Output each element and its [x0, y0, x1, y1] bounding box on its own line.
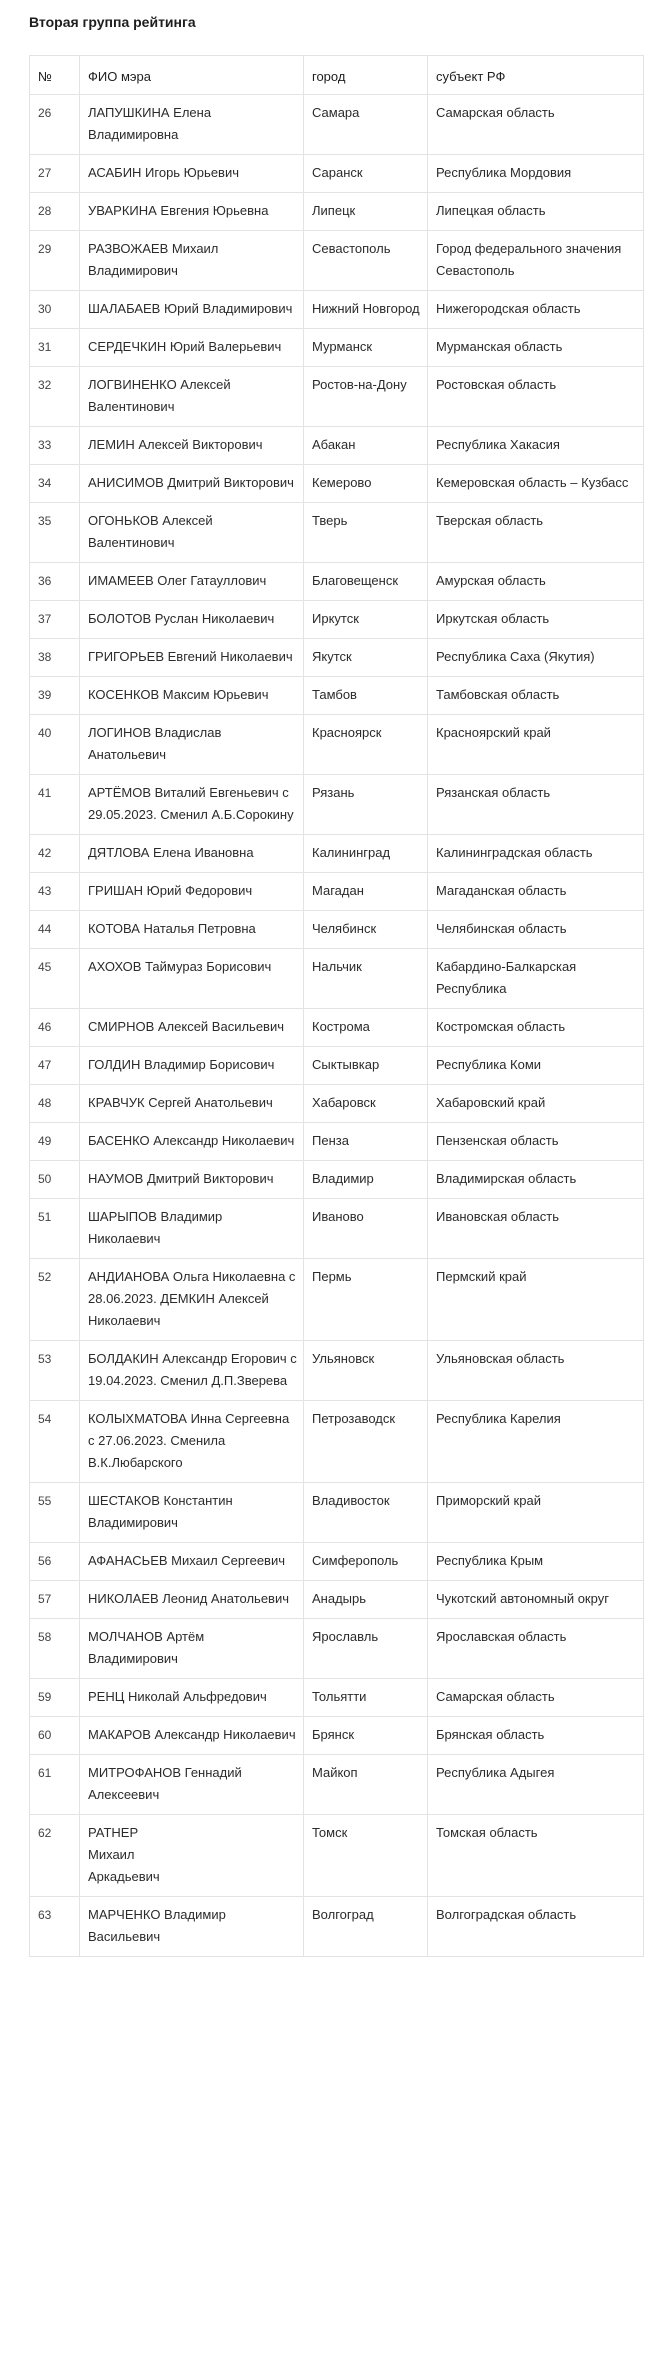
table-row — [30, 291, 644, 329]
row-number: 42 — [30, 835, 80, 873]
table-row — [30, 465, 644, 503]
region-name: Самарская область — [428, 95, 644, 155]
row-number: 51 — [30, 1199, 80, 1259]
region-name: Ивановская область — [428, 1199, 644, 1259]
city-name: Симферополь — [304, 1543, 428, 1581]
mayor-name: ЛЕМИН Алексей Викторович — [80, 427, 304, 465]
region-name: Брянская область — [428, 1717, 644, 1755]
city-name: Красноярск — [304, 715, 428, 775]
mayor-name: АРТЁМОВ Виталий Евгеньевич с 29.05.2023. Сменил А.Б.Сорокину — [80, 775, 304, 835]
table-row — [30, 949, 644, 1009]
table-row — [30, 1085, 644, 1123]
row-number: 38 — [30, 639, 80, 677]
region-name: Рязанская область — [428, 775, 644, 835]
row-number: 48 — [30, 1085, 80, 1123]
mayor-name: АСАБИН Игорь Юрьевич — [80, 155, 304, 193]
table-row — [30, 1199, 644, 1259]
row-number: 29 — [30, 231, 80, 291]
city-name: Ульяновск — [304, 1341, 428, 1401]
mayors-rating-table — [29, 55, 644, 1957]
row-number: 33 — [30, 427, 80, 465]
city-name: Владимир — [304, 1161, 428, 1199]
mayor-name: БАСЕНКО Александр Николаевич — [80, 1123, 304, 1161]
column-header-number: № — [30, 56, 80, 95]
region-name: Республика Саха (Якутия) — [428, 639, 644, 677]
row-number: 31 — [30, 329, 80, 367]
column-header-mayor-name: ФИО мэра — [80, 56, 304, 95]
region-name: Тамбовская область — [428, 677, 644, 715]
city-name: Абакан — [304, 427, 428, 465]
city-name: Владивосток — [304, 1483, 428, 1543]
row-number: 35 — [30, 503, 80, 563]
row-number: 41 — [30, 775, 80, 835]
city-name: Нальчик — [304, 949, 428, 1009]
mayor-name: АНИСИМОВ Дмитрий Викторович — [80, 465, 304, 503]
row-number: 34 — [30, 465, 80, 503]
column-header-subject: субъект РФ — [428, 56, 644, 95]
table-row — [30, 1543, 644, 1581]
mayor-name: ЛАПУШКИНА Елена Владимировна — [80, 95, 304, 155]
table-row — [30, 155, 644, 193]
row-number: 44 — [30, 911, 80, 949]
region-name: Иркутская область — [428, 601, 644, 639]
row-number: 49 — [30, 1123, 80, 1161]
city-name: Пенза — [304, 1123, 428, 1161]
region-name: Республика Коми — [428, 1047, 644, 1085]
row-number: 56 — [30, 1543, 80, 1581]
region-name: Республика Хакасия — [428, 427, 644, 465]
region-name: Пензенская область — [428, 1123, 644, 1161]
row-number: 50 — [30, 1161, 80, 1199]
mayor-name: УВАРКИНА Евгения Юрьевна — [80, 193, 304, 231]
city-name: Магадан — [304, 873, 428, 911]
city-name: Иркутск — [304, 601, 428, 639]
page-title: Вторая группа рейтинга — [29, 14, 196, 30]
column-header-city: город — [304, 56, 428, 95]
region-name: Ярославская область — [428, 1619, 644, 1679]
city-name: Волгоград — [304, 1897, 428, 1957]
mayor-name: РАЗВОЖАЕВ Михаил Владимирович — [80, 231, 304, 291]
row-number: 59 — [30, 1679, 80, 1717]
row-number: 37 — [30, 601, 80, 639]
city-name: Севастополь — [304, 231, 428, 291]
row-number: 39 — [30, 677, 80, 715]
row-number: 53 — [30, 1341, 80, 1401]
mayor-name: ГРИШАН Юрий Федорович — [80, 873, 304, 911]
row-number: 57 — [30, 1581, 80, 1619]
row-number: 27 — [30, 155, 80, 193]
region-name: Мурманская область — [428, 329, 644, 367]
row-number: 61 — [30, 1755, 80, 1815]
region-name: Амурская область — [428, 563, 644, 601]
row-number: 46 — [30, 1009, 80, 1047]
row-number: 36 — [30, 563, 80, 601]
region-name: Томская область — [428, 1815, 644, 1897]
mayor-name: РАТНЕР Михаил Аркадьевич — [80, 1815, 304, 1897]
city-name: Липецк — [304, 193, 428, 231]
mayor-name: КОЛЫХМАТОВА Инна Сергеевна с 27.06.2023. Сменила В.К.Любарского — [80, 1401, 304, 1483]
table-row — [30, 1341, 644, 1401]
table-header-row — [30, 56, 644, 95]
mayor-name: МОЛЧАНОВ Артём Владимирович — [80, 1619, 304, 1679]
row-number: 32 — [30, 367, 80, 427]
table-row — [30, 1897, 644, 1957]
region-name: Кемеровская область – Кузбасс — [428, 465, 644, 503]
table-row — [30, 95, 644, 155]
mayor-name: ШАРЫПОВ Владимир Николаевич — [80, 1199, 304, 1259]
row-number: 54 — [30, 1401, 80, 1483]
table-row — [30, 1483, 644, 1543]
mayor-name: НИКОЛАЕВ Леонид Анатольевич — [80, 1581, 304, 1619]
mayor-name: АНДИАНОВА Ольга Николаевна с 28.06.2023. ДЕМКИН Алексей Николаевич — [80, 1259, 304, 1341]
table-row — [30, 1161, 644, 1199]
table-row — [30, 601, 644, 639]
city-name: Нижний Новгород — [304, 291, 428, 329]
region-name: Липецкая область — [428, 193, 644, 231]
mayor-name: КРАВЧУК Сергей Анатольевич — [80, 1085, 304, 1123]
region-name: Волгоградская область — [428, 1897, 644, 1957]
table-row — [30, 835, 644, 873]
table-row — [30, 873, 644, 911]
table-row — [30, 329, 644, 367]
city-name: Ярославль — [304, 1619, 428, 1679]
city-name: Тольятти — [304, 1679, 428, 1717]
region-name: Челябинская область — [428, 911, 644, 949]
table-row — [30, 563, 644, 601]
table-row — [30, 1717, 644, 1755]
mayor-name: МАКАРОВ Александр Николаевич — [80, 1717, 304, 1755]
table-row — [30, 1581, 644, 1619]
city-name: Анадырь — [304, 1581, 428, 1619]
mayor-name: ГРИГОРЬЕВ Евгений Николаевич — [80, 639, 304, 677]
table-row — [30, 427, 644, 465]
table-row — [30, 1619, 644, 1679]
city-name: Саранск — [304, 155, 428, 193]
city-name: Иваново — [304, 1199, 428, 1259]
row-number: 28 — [30, 193, 80, 231]
row-number: 26 — [30, 95, 80, 155]
region-name: Самарская область — [428, 1679, 644, 1717]
table-row — [30, 1755, 644, 1815]
region-name: Красноярский край — [428, 715, 644, 775]
row-number: 58 — [30, 1619, 80, 1679]
mayor-name: МИТРОФАНОВ Геннадий Алексеевич — [80, 1755, 304, 1815]
region-name: Костромская область — [428, 1009, 644, 1047]
mayor-name: ИМАМЕЕВ Олег Гатауллович — [80, 563, 304, 601]
mayor-name: ЛОГВИНЕНКО Алексей Валентинович — [80, 367, 304, 427]
city-name: Томск — [304, 1815, 428, 1897]
region-name: Тверская область — [428, 503, 644, 563]
row-number: 47 — [30, 1047, 80, 1085]
table-row — [30, 231, 644, 291]
city-name: Тверь — [304, 503, 428, 563]
table-row — [30, 1815, 644, 1897]
table-row — [30, 1679, 644, 1717]
city-name: Челябинск — [304, 911, 428, 949]
city-name: Брянск — [304, 1717, 428, 1755]
table-row — [30, 715, 644, 775]
table-row — [30, 1259, 644, 1341]
mayor-name: ОГОНЬКОВ Алексей Валентинович — [80, 503, 304, 563]
table-row — [30, 1401, 644, 1483]
mayor-name: ШЕСТАКОВ Константин Владимирович — [80, 1483, 304, 1543]
row-number: 63 — [30, 1897, 80, 1957]
city-name: Сыктывкар — [304, 1047, 428, 1085]
table-row — [30, 1123, 644, 1161]
mayor-name: СМИРНОВ Алексей Васильевич — [80, 1009, 304, 1047]
city-name: Петрозаводск — [304, 1401, 428, 1483]
table-row — [30, 639, 644, 677]
city-name: Пермь — [304, 1259, 428, 1341]
table-row — [30, 503, 644, 563]
region-name: Ульяновская область — [428, 1341, 644, 1401]
region-name: Кабардино-Балкарская Республика — [428, 949, 644, 1009]
mayor-name: РЕНЦ Николай Альфредович — [80, 1679, 304, 1717]
city-name: Самара — [304, 95, 428, 155]
mayor-name: КОТОВА Наталья Петровна — [80, 911, 304, 949]
row-number: 52 — [30, 1259, 80, 1341]
mayor-name: ДЯТЛОВА Елена Ивановна — [80, 835, 304, 873]
table-row — [30, 193, 644, 231]
city-name: Рязань — [304, 775, 428, 835]
region-name: Город федерального значения Севастополь — [428, 231, 644, 291]
region-name: Владимирская область — [428, 1161, 644, 1199]
city-name: Благовещенск — [304, 563, 428, 601]
mayor-name: ЛОГИНОВ Владислав Анатольевич — [80, 715, 304, 775]
mayor-name: АХОХОВ Таймураз Борисович — [80, 949, 304, 1009]
region-name: Пермский край — [428, 1259, 644, 1341]
mayor-name: БОЛОТОВ Руслан Николаевич — [80, 601, 304, 639]
table-row — [30, 1009, 644, 1047]
mayor-name: СЕРДЕЧКИН Юрий Валерьевич — [80, 329, 304, 367]
region-name: Республика Мордовия — [428, 155, 644, 193]
region-name: Чукотский автономный округ — [428, 1581, 644, 1619]
table-row — [30, 367, 644, 427]
row-number: 62 — [30, 1815, 80, 1897]
table-row — [30, 911, 644, 949]
city-name: Тамбов — [304, 677, 428, 715]
region-name: Ростовская область — [428, 367, 644, 427]
region-name: Калининградская область — [428, 835, 644, 873]
region-name: Хабаровский край — [428, 1085, 644, 1123]
mayor-name: АФАНАСЬЕВ Михаил Сергеевич — [80, 1543, 304, 1581]
row-number: 30 — [30, 291, 80, 329]
mayor-name: ГОЛДИН Владимир Борисович — [80, 1047, 304, 1085]
table-row — [30, 775, 644, 835]
city-name: Якутск — [304, 639, 428, 677]
city-name: Мурманск — [304, 329, 428, 367]
row-number: 60 — [30, 1717, 80, 1755]
city-name: Хабаровск — [304, 1085, 428, 1123]
city-name: Ростов-на-Дону — [304, 367, 428, 427]
table-row — [30, 677, 644, 715]
row-number: 45 — [30, 949, 80, 1009]
row-number: 40 — [30, 715, 80, 775]
region-name: Нижегородская область — [428, 291, 644, 329]
city-name: Майкоп — [304, 1755, 428, 1815]
row-number: 55 — [30, 1483, 80, 1543]
mayor-name: НАУМОВ Дмитрий Викторович — [80, 1161, 304, 1199]
region-name: Республика Карелия — [428, 1401, 644, 1483]
mayor-name: МАРЧЕНКО Владимир Васильевич — [80, 1897, 304, 1957]
mayor-name: БОЛДАКИН Александр Егорович с 19.04.2023. Сменил Д.П.Зверева — [80, 1341, 304, 1401]
city-name: Кемерово — [304, 465, 428, 503]
region-name: Республика Адыгея — [428, 1755, 644, 1815]
region-name: Республика Крым — [428, 1543, 644, 1581]
region-name: Приморский край — [428, 1483, 644, 1543]
mayor-name: ШАЛАБАЕВ Юрий Владимирович — [80, 291, 304, 329]
city-name: Калининград — [304, 835, 428, 873]
region-name: Магаданская область — [428, 873, 644, 911]
table-row — [30, 1047, 644, 1085]
city-name: Кострома — [304, 1009, 428, 1047]
mayor-name: КОСЕНКОВ Максим Юрьевич — [80, 677, 304, 715]
row-number: 43 — [30, 873, 80, 911]
